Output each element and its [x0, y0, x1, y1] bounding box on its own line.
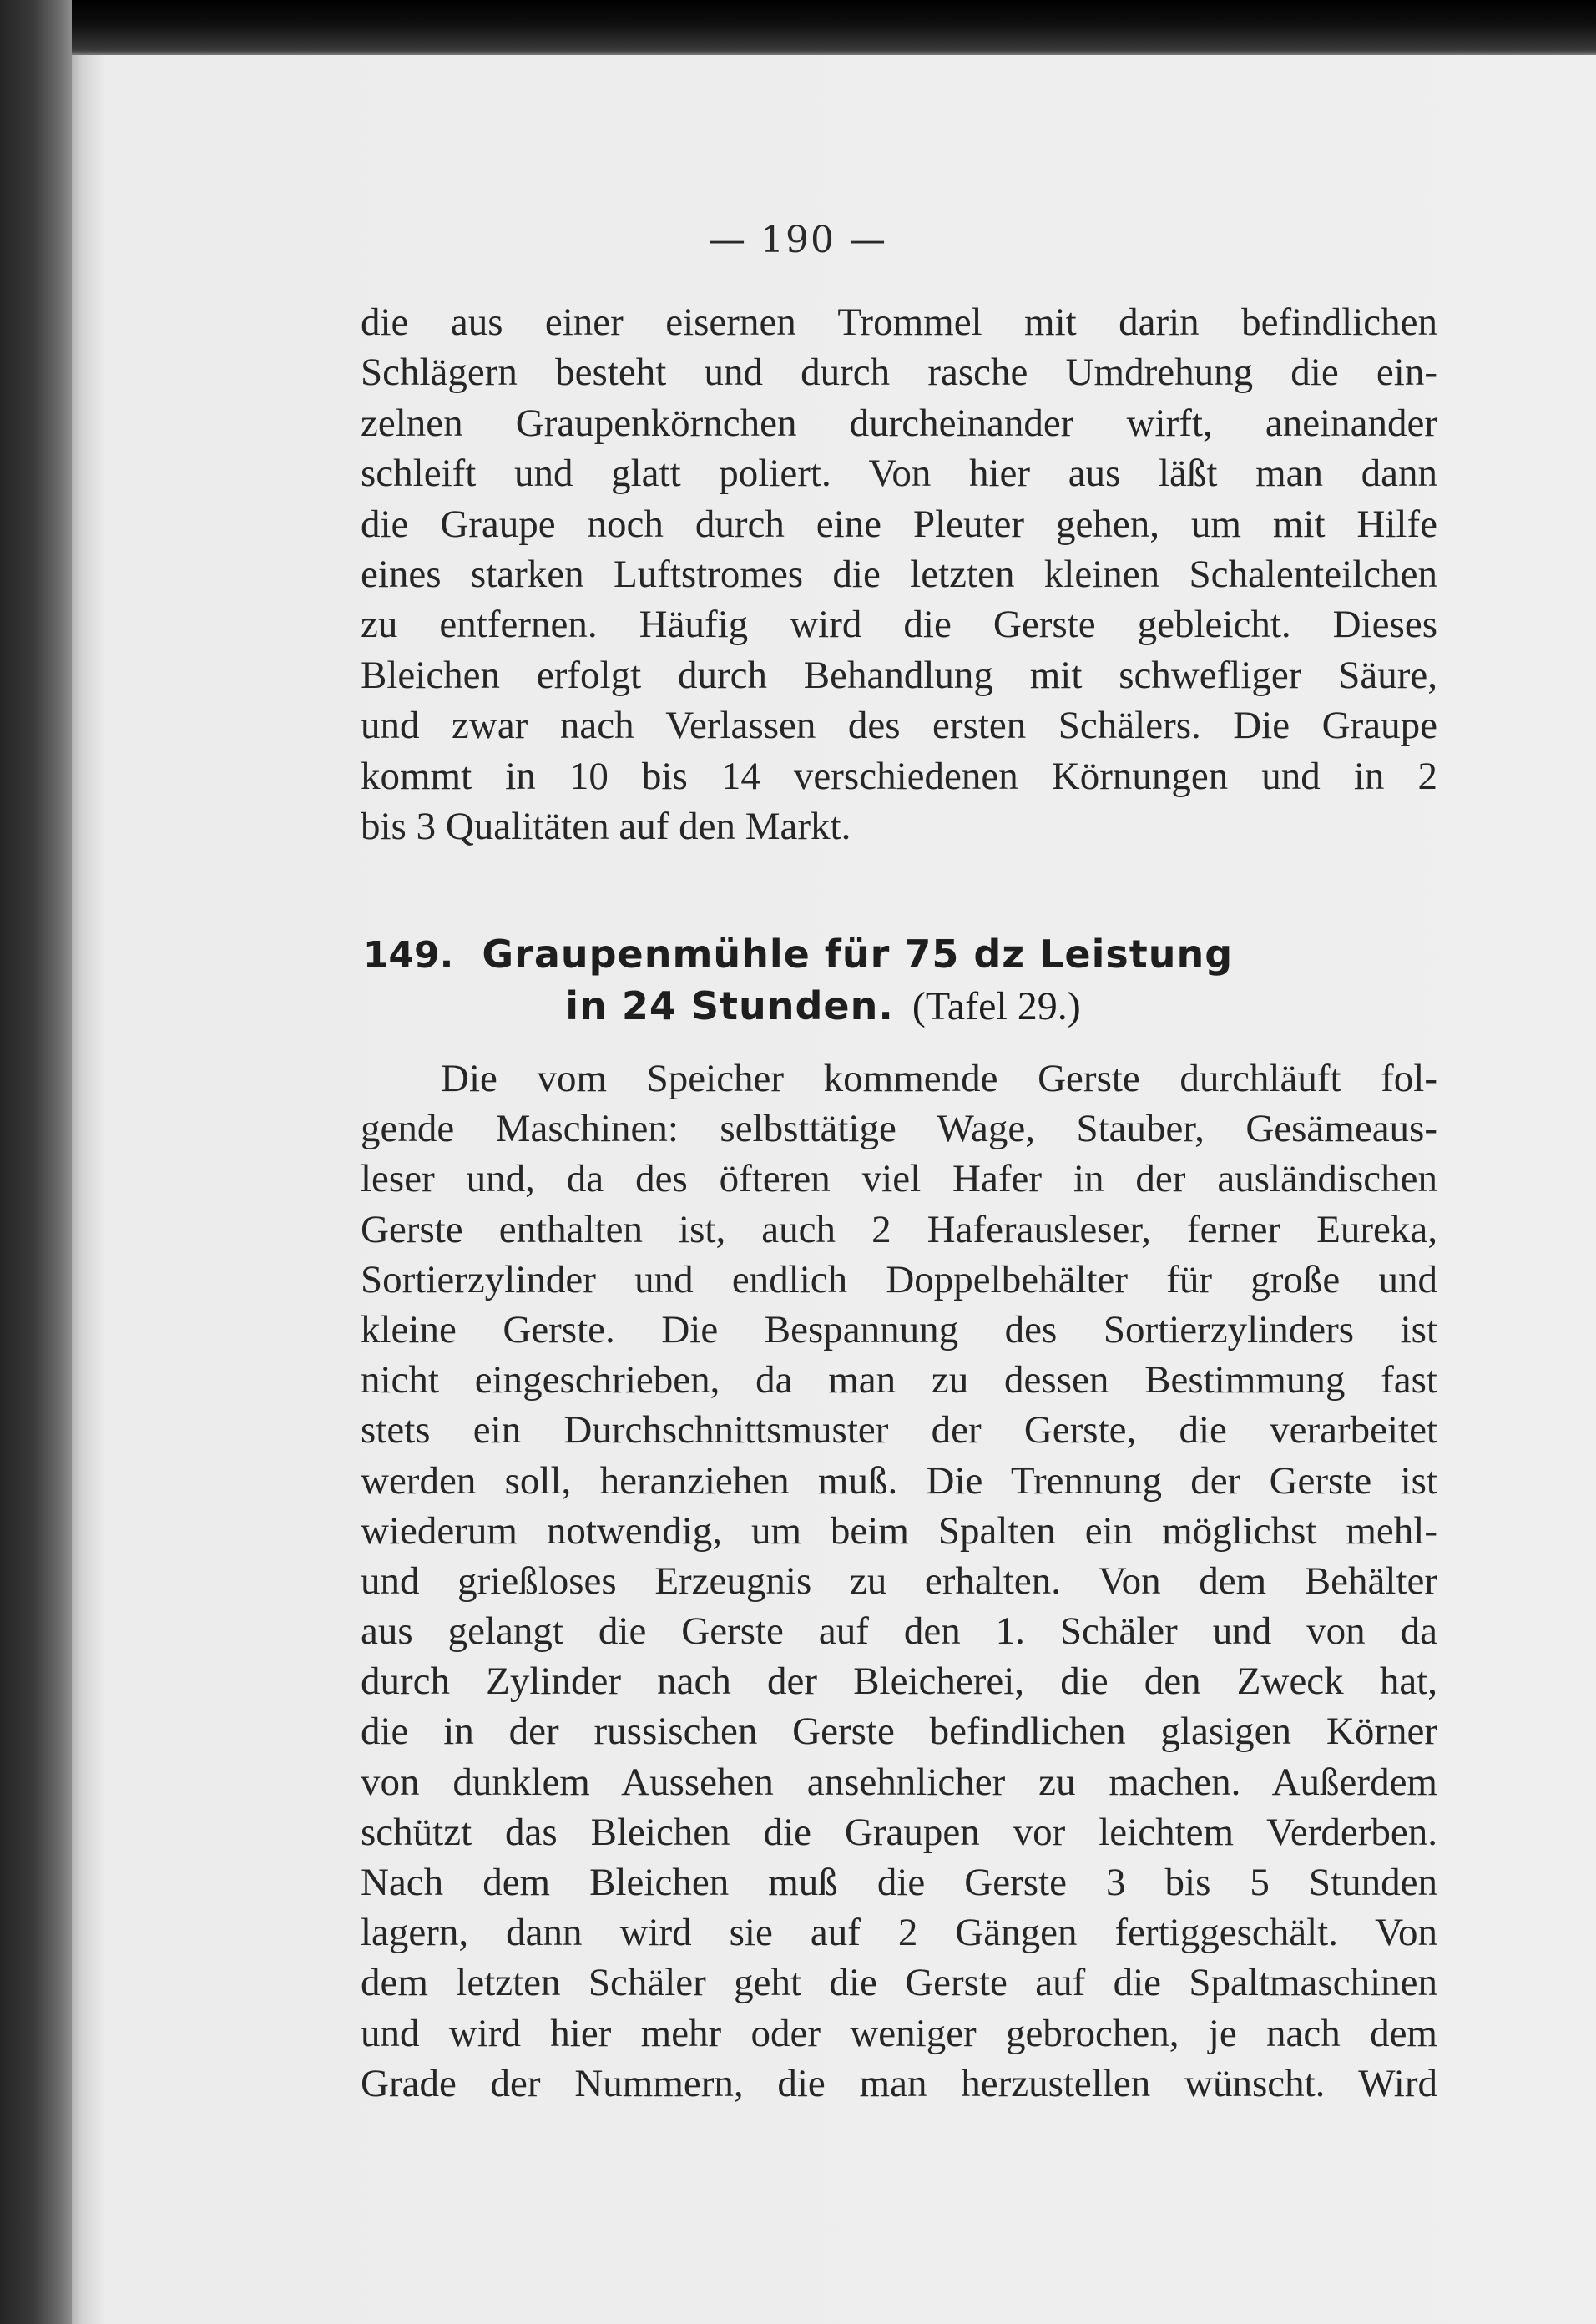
- section-heading-line-2: [0, 980, 1596, 1032]
- text-line: leser und, da des öfteren viel Hafer in der ausländischen: [361, 1157, 1437, 1201]
- text-line: Die vom Speicher kommende Gerste durchläuft fol-: [441, 1057, 1437, 1100]
- text-line: Gerste enthalten ist, auch 2 Haferausleser, ferner Eureka,: [361, 1207, 1437, 1251]
- scan-top-edge: [0, 0, 1596, 55]
- text-line: zelnen Graupenkörnchen durcheinander wirft, aneinander: [361, 401, 1437, 445]
- text-line: von dunklem Aussehen ansehnlicher zu machen. Außerdem: [361, 1760, 1437, 1804]
- text-line: schützt das Bleichen die Graupen vor leichtem Verderben.: [361, 1810, 1437, 1854]
- text-line: dem letzten Schäler geht die Gerste auf die Spaltmaschinen: [361, 1961, 1437, 2005]
- text-line: bis 3 Qualitäten auf den Markt.: [361, 804, 851, 848]
- section-heading-line-1: [0, 928, 1596, 980]
- section-body-paragraph: [361, 1053, 1437, 2109]
- text-line: kleine Gerste. Die Bespannung des Sortierzylinders ist: [361, 1307, 1437, 1351]
- text-line: kommt in 10 bis 14 verschiedenen Körnungen und in 2: [361, 754, 1437, 798]
- text-line: Schlägern besteht und durch rasche Umdrehung die ein-: [361, 351, 1437, 395]
- text-line: die in der russischen Gerste befindlichen glasigen Körner: [361, 1710, 1437, 1754]
- page-number-header: — 190 —: [709, 219, 887, 261]
- text-line: und zwar nach Verlassen des ersten Schälers. Die Graupe: [361, 704, 1437, 748]
- text-line: aus gelangt die Gerste auf den 1. Schäler und von da: [361, 1609, 1437, 1654]
- text-line: Nach dem Bleichen muß die Gerste 3 bis 5 Stunden: [361, 1861, 1437, 1904]
- text-line: die aus einer eisernen Trommel mit darin befindlichen: [361, 301, 1437, 344]
- text-line: Sortierzylinder und endlich Doppelbehälter für große und: [361, 1257, 1437, 1301]
- text-line: die Graupe noch durch eine Pleuter gehen, um mit Hilfe: [361, 502, 1437, 546]
- text-line: nicht eingeschrieben, da man zu dessen Bestimmung fast: [361, 1358, 1437, 1402]
- text-line: eines starken Luftstromes die letzten kleinen Schalenteilchen: [361, 552, 1437, 596]
- text-line: Bleichen erfolgt durch Behandlung mit schwefliger Säure,: [361, 653, 1437, 697]
- paragraph-continued: [361, 297, 1437, 851]
- text-line: und grießloses Erzeugnis zu erhalten. Von dem Behälter: [361, 1559, 1437, 1603]
- text-line: zu entfernen. Häufig wird die Gerste gebleicht. Dieses: [361, 603, 1437, 647]
- section-title-continued: in 24 Stunden.: [565, 983, 894, 1028]
- section-number: 149.: [362, 934, 454, 977]
- section-title: Graupenmühle für 75 dz Leistung: [482, 932, 1234, 977]
- text-line: wiederum notwendig, um beim Spalten ein möglichst mehl-: [361, 1508, 1437, 1553]
- section-heading: [0, 928, 1596, 1032]
- text-line: und wird hier mehr oder weniger gebrochen, je nach dem: [361, 2011, 1437, 2055]
- book-spine-shadow: [0, 0, 72, 2324]
- text-line: stets ein Durchschnittsmuster der Gerste, die verarbeitet: [361, 1408, 1437, 1452]
- text-line: lagern, dann wird sie auf 2 Gängen fertiggeschält. Von: [361, 1911, 1437, 1955]
- text-line: gende Maschinen: selbsttätige Wage, Stauber, Gesämeaus-: [361, 1107, 1437, 1151]
- text-line: Grade der Nummern, die man herzustellen wünscht. Wird: [361, 2061, 1437, 2105]
- plate-reference: (Tafel 29.): [912, 984, 1081, 1028]
- text-line: werden soll, heranziehen muß. Die Trennung der Gerste ist: [361, 1458, 1437, 1503]
- text-line: schleift und glatt poliert. Von hier aus läßt man dann: [361, 452, 1437, 496]
- text-line: durch Zylinder nach der Bleicherei, die den Zweck hat,: [361, 1660, 1437, 1704]
